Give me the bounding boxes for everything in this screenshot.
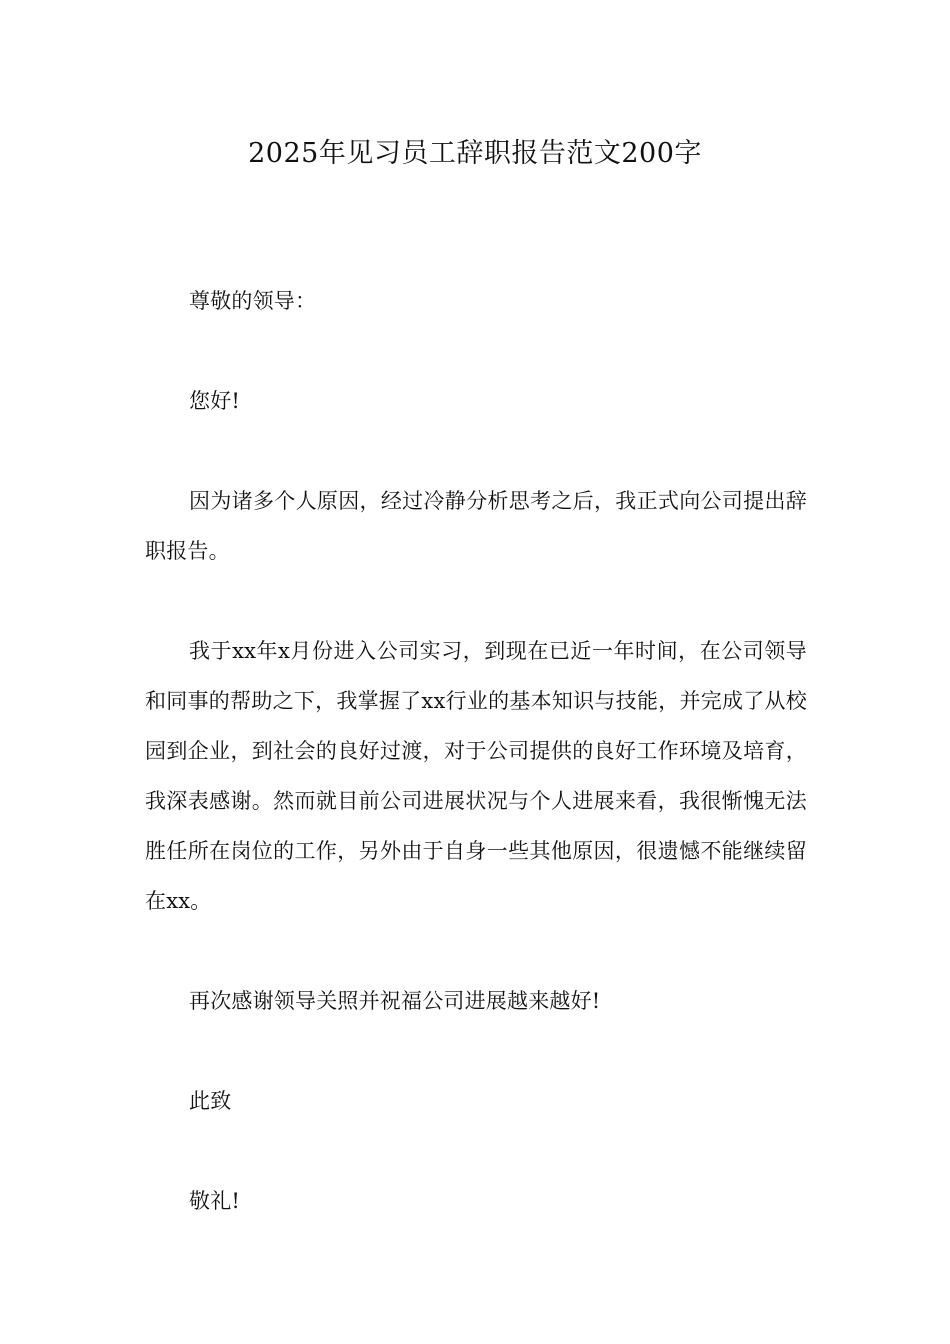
- closing-line-2: 敬礼!: [189, 1189, 241, 1213]
- salutation: 尊敬的领导：: [189, 289, 317, 313]
- body-paragraph: 我于xx年x月份进入公司实习，到现在已近一年时间，在公司领导和同事的帮助之下，我掌握了xx行业的基本知识与技能，并完成了从校园到企业，到社会的良好过渡，对于公司提供的良好工作环境及培育，我深表感谢。然而就目前公司进展状况与个人进展来看，我很惭愧无法胜任所在岗位的工作，另外由于自身一些其他原因，很遗憾不能继续留在xx。: [145, 639, 807, 913]
- document-title: 2025年见习员工辞职报告范文200字: [248, 138, 702, 169]
- thanks-paragraph: 再次感谢领导关照并祝福公司进展越来越好!: [189, 989, 601, 1013]
- closing-line-1: 此致: [189, 1089, 232, 1113]
- reason-paragraph: 因为诸多个人原因，经过冷静分析思考之后，我正式向公司提出辞职报告。: [145, 489, 807, 563]
- greeting: 您好!: [189, 389, 241, 413]
